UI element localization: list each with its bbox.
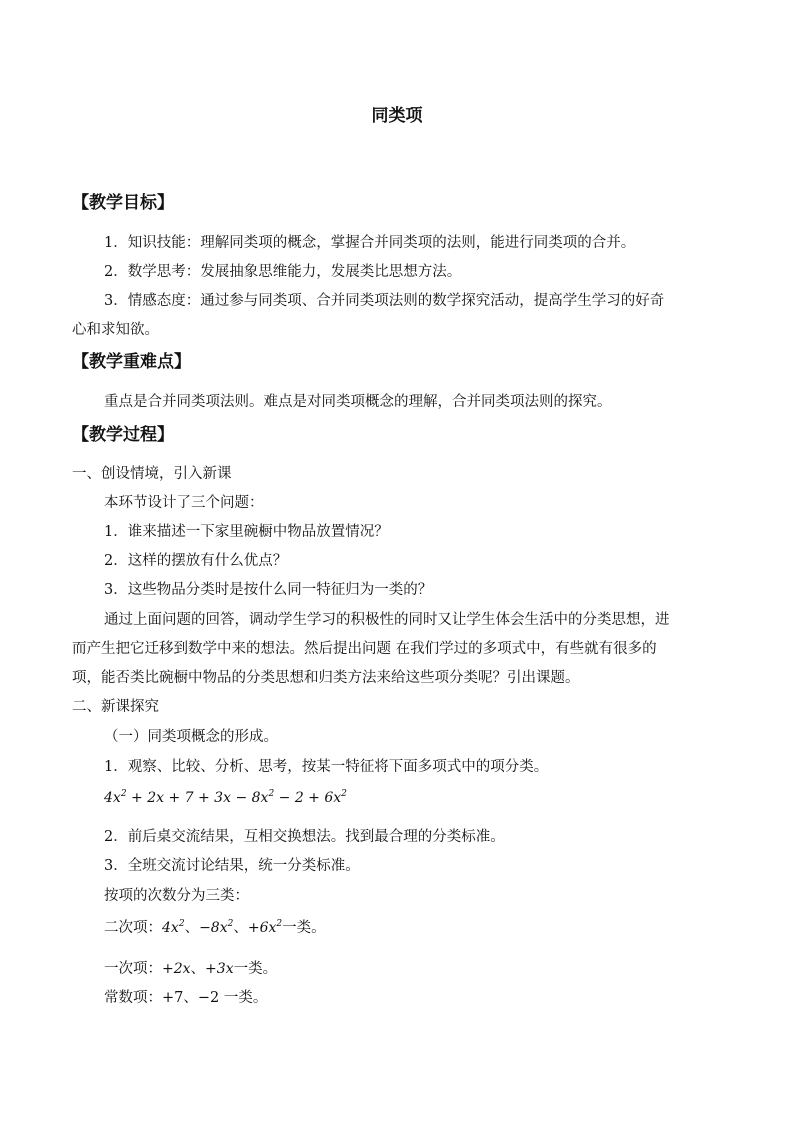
polynomial-expression: $4x^2 + 2x + 7 + 3x - 8x^2 - 2 + 6x^2$ xyxy=(104,789,347,806)
objective-item: 3．情感态度：通过参与同类项、合并同类项法则的数学探究活动，提高学生学习的好奇 xyxy=(104,293,665,309)
document-title: 同类项 xyxy=(371,106,423,126)
objective-item: 1．知识技能：理解同类项的概念，掌握合并同类项的法则，能进行同类项的合并。 xyxy=(104,235,636,251)
constant-terms: +7、−2 一类。 xyxy=(162,990,268,1006)
classify-intro: 按项的次数分为三类： xyxy=(104,888,249,904)
linear-term: +2x xyxy=(162,961,191,977)
question-item: 1．谁来描述一下家里碗橱中物品放置情况？ xyxy=(104,524,389,540)
process-heading: 【教学过程】 xyxy=(72,425,174,445)
quadratic-terms-line: 二次项：$4x^2$、$-8x^2$、$+6x^2$一类。 xyxy=(104,919,326,936)
quadratic-term: $4x^2$ xyxy=(162,919,185,936)
linear-terms-line: 一次项：+2x、+3x一类。 xyxy=(104,961,278,977)
quadratic-label: 二次项： xyxy=(104,920,162,936)
question-item: 3．这些物品分类时是按什么同一特征归为一类的？ xyxy=(104,582,433,598)
constant-label: 常数项： xyxy=(104,990,162,1006)
constant-terms-line xyxy=(104,988,267,1008)
part2-title: 二、新课探究 xyxy=(72,699,159,715)
step-item: 1．观察、比较、分析、思考，按某一特征将下面多项式中的项分类。 xyxy=(104,759,549,775)
objectives-heading: 【教学目标】 xyxy=(72,193,174,213)
part2-subheading: （一）同类项概念的形成。 xyxy=(104,729,278,745)
key-points-heading: 【教学重难点】 xyxy=(72,352,191,372)
key-points-text: 重点是合并同类项法则。难点是对同类项概念的理解，合并同类项法则的探究。 xyxy=(104,394,612,410)
part1-intro: 本环节设计了三个问题： xyxy=(104,495,264,511)
linear-label: 一次项： xyxy=(104,961,162,977)
objective-item-continued: 心和求知欲。 xyxy=(72,322,159,338)
step-item: 2．前后桌交流结果，互相交换想法。找到最合理的分类标准。 xyxy=(104,829,505,845)
question-item: 2．这样的摆放有什么优点？ xyxy=(104,553,288,569)
objective-item: 2．数学思考：发展抽象思维能力，发展类比思想方法。 xyxy=(104,264,462,280)
part1-title: 一、创设情境，引入新课 xyxy=(72,466,232,482)
quadratic-term: $+6x^2$ xyxy=(247,919,283,936)
step-item: 3．全班交流讨论结果，统一分类标准。 xyxy=(104,858,360,874)
paragraph-line: 通过上面问题的回答，调动学生学习的积极性的同时又让学生体会生活中的分类思想，进 xyxy=(104,612,670,628)
linear-term: +3x xyxy=(205,961,234,977)
quadratic-term: $-8x^2$ xyxy=(199,919,234,936)
paragraph-line: 项，能否类比碗橱中物品的分类思想和归类方法来给这些项分类呢？引出课题。 xyxy=(72,670,580,686)
paragraph-line: 而产生把它迁移到数学中来的想法。然后提出问题 在我们学过的多项式中，有些就有很多的 xyxy=(72,641,657,657)
